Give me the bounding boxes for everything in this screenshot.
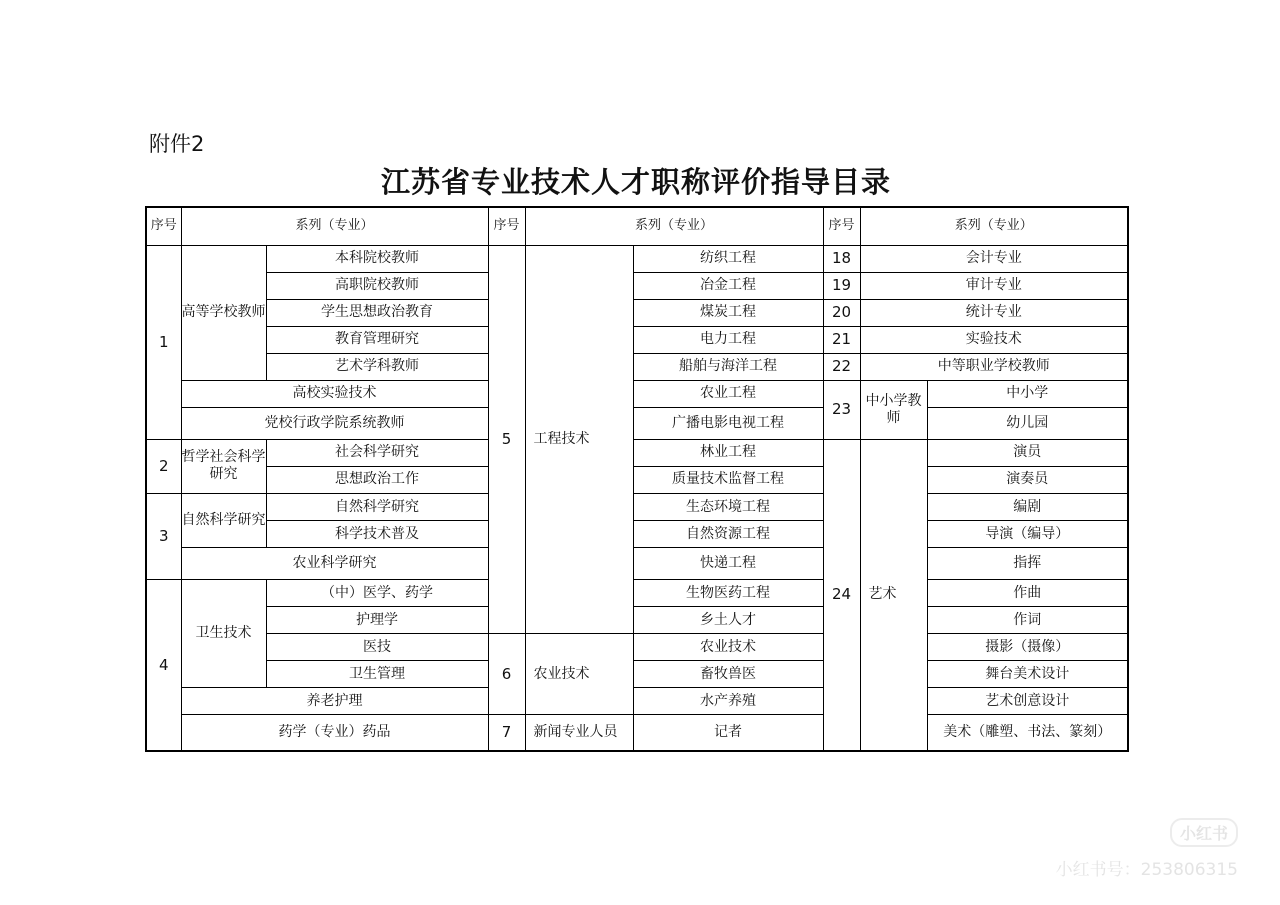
header-series-2: 系列（专业） [525,207,823,245]
table-row [146,299,1128,326]
specialty-cell: 美术（雕塑、书法、篆刻） [927,715,1128,751]
title-catalog-table [145,206,1129,752]
category-7: 新闻专业人员 [525,715,633,751]
specialty-cell: 会计专业 [860,245,1128,272]
specialty-cell: 指挥 [927,548,1128,580]
category-24: 艺术 [860,439,927,751]
specialty-cell: 水产养殖 [633,688,823,715]
table-row [146,439,1128,466]
table-row [146,326,1128,353]
specialty-cell: 快递工程 [633,548,823,580]
specialty-cell: 导演（编导） [927,521,1128,548]
specialty-cell: 本科院校教师 [266,245,488,272]
specialty-cell: 统计专业 [860,299,1128,326]
specialty-cell: 煤炭工程 [633,299,823,326]
table-row [146,580,1128,607]
specialty-cell: （中）医学、药学 [266,580,488,607]
specialty-cell: 教育管理研究 [266,326,488,353]
watermark-logo: 小红书 [1170,818,1238,847]
specialty-cell: 演奏员 [927,466,1128,493]
specialty-cell: 艺术创意设计 [927,688,1128,715]
specialty-cell: 舞台美术设计 [927,661,1128,688]
specialty-cell: 中小学 [927,380,1128,407]
specialty-cell: 作曲 [927,580,1128,607]
seq-5: 5 [488,245,525,634]
seq-7: 7 [488,715,525,751]
specialty-cell: 记者 [633,715,823,751]
table-row [146,548,1128,580]
table-row [146,634,1128,661]
table-row [146,245,1128,272]
table-row [146,607,1128,634]
category-23: 中小学教师 [860,380,927,439]
watermark [1056,818,1238,880]
seq-2: 2 [146,439,181,493]
specialty-cell: 冶金工程 [633,272,823,299]
seq-4: 4 [146,580,181,751]
category-3: 自然科学研究 [181,493,266,547]
table-row [146,353,1128,380]
specialty-cell: 农业工程 [633,380,823,407]
seq-1: 1 [146,245,181,439]
specialty-cell: 质量技术监督工程 [633,466,823,493]
table-row [146,493,1128,520]
table-row [146,466,1128,493]
specialty-cell: 学生思想政治教育 [266,299,488,326]
specialty-cell: 社会科学研究 [266,439,488,466]
header-seq-2: 序号 [488,207,525,245]
category-5: 工程技术 [525,245,633,634]
attachment-label: 附件2 [149,132,205,156]
specialty-cell: 高职院校教师 [266,272,488,299]
header-row [146,207,1128,245]
specialty-cell: 纺织工程 [633,245,823,272]
specialty-cell: 作词 [927,607,1128,634]
specialty-cell: 电力工程 [633,326,823,353]
table-row [146,272,1128,299]
seq-19: 19 [823,272,860,299]
specialty-cell: 畜牧兽医 [633,661,823,688]
seq-3: 3 [146,493,181,579]
table-row [146,688,1128,715]
table-row [146,521,1128,548]
specialty-cell: 农业技术 [633,634,823,661]
specialty-cell: 卫生管理 [266,661,488,688]
table-row [146,407,1128,439]
specialty-cell: 艺术学科教师 [266,353,488,380]
specialty-cell: 护理学 [266,607,488,634]
specialty-cell: 林业工程 [633,439,823,466]
specialty-cell: 广播电影电视工程 [633,407,823,439]
seq-18: 18 [823,245,860,272]
specialty-cell: 医技 [266,634,488,661]
specialty-cell: 审计专业 [860,272,1128,299]
specialty-cell: 幼儿园 [927,407,1128,439]
specialty-cell: 实验技术 [860,326,1128,353]
header-seq-1: 序号 [146,207,181,245]
specialty-cell: 摄影（摄像） [927,634,1128,661]
specialty-cell: 船舶与海洋工程 [633,353,823,380]
table-row [146,380,1128,407]
seq-23: 23 [823,380,860,439]
category-2: 哲学社会科学研究 [181,439,266,493]
seq-20: 20 [823,299,860,326]
category-6: 农业技术 [525,634,633,715]
document-title: 江苏省专业技术人才职称评价指导目录 [380,165,891,199]
specialty-cell: 生物医药工程 [633,580,823,607]
specialty-cell: 自然资源工程 [633,521,823,548]
header-series-3: 系列（专业） [860,207,1128,245]
table-row [146,661,1128,688]
category-1: 高等学校教师 [181,245,266,380]
seq-21: 21 [823,326,860,353]
specialty-cell: 编剧 [927,493,1128,520]
specialty-cell: 生态环境工程 [633,493,823,520]
specialty-cell: 高校实验技术 [181,380,488,407]
specialty-cell: 乡土人才 [633,607,823,634]
specialty-cell: 演员 [927,439,1128,466]
specialty-cell: 思想政治工作 [266,466,488,493]
table-row [146,715,1128,751]
specialty-cell: 自然科学研究 [266,493,488,520]
specialty-cell: 药学（专业）药品 [181,715,488,751]
seq-22: 22 [823,353,860,380]
header-series-1: 系列（专业） [181,207,488,245]
specialty-cell: 中等职业学校教师 [860,353,1128,380]
seq-6: 6 [488,634,525,715]
specialty-cell: 农业科学研究 [181,548,488,580]
seq-24: 24 [823,439,860,751]
header-seq-3: 序号 [823,207,860,245]
specialty-cell: 养老护理 [181,688,488,715]
specialty-cell: 党校行政学院系统教师 [181,407,488,439]
watermark-account: 小红书号：253806315 [1055,860,1238,880]
category-4: 卫生技术 [181,580,266,688]
specialty-cell: 科学技术普及 [266,521,488,548]
